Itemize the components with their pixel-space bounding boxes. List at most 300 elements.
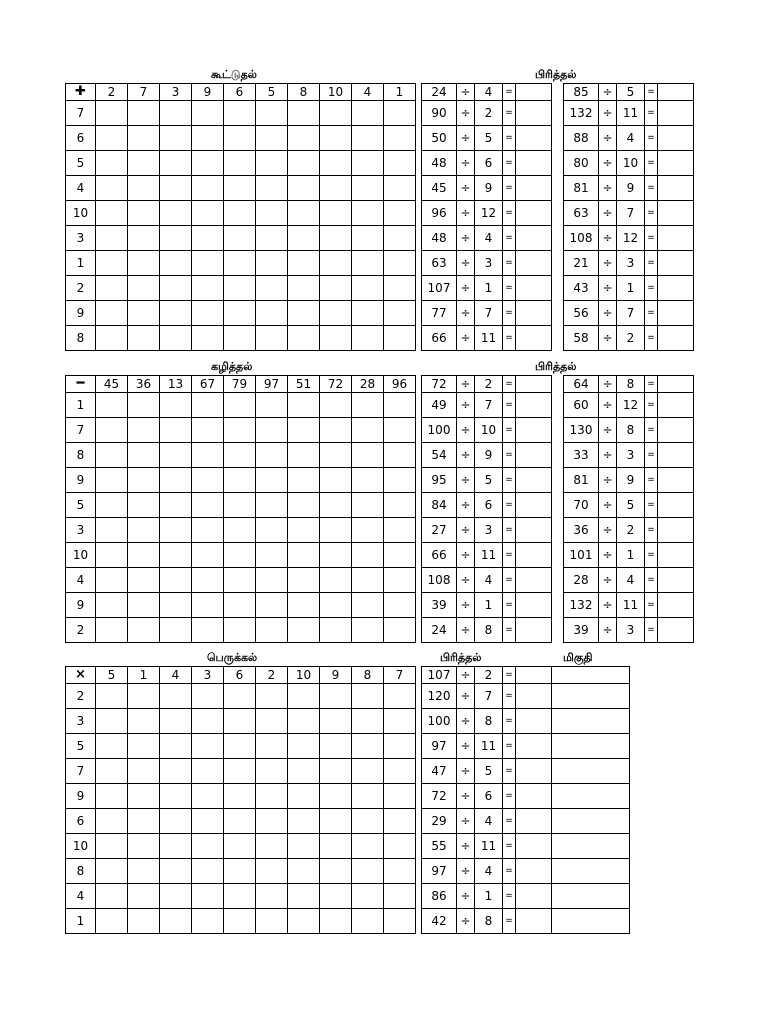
answer-cell[interactable] — [352, 468, 384, 493]
answer-cell[interactable] — [160, 543, 192, 568]
answer-cell[interactable] — [160, 734, 192, 759]
answer-cell[interactable] — [192, 326, 224, 351]
answer-cell[interactable] — [128, 101, 160, 126]
answer-cell[interactable] — [128, 759, 160, 784]
answer-cell[interactable] — [320, 518, 352, 543]
quotient-cell[interactable] — [516, 376, 552, 393]
quotient-cell[interactable] — [516, 393, 552, 418]
remainder-cell[interactable] — [552, 909, 630, 934]
answer-cell[interactable] — [352, 301, 384, 326]
answer-cell[interactable] — [96, 226, 128, 251]
quotient-cell[interactable] — [658, 568, 694, 593]
answer-cell[interactable] — [128, 568, 160, 593]
answer-cell[interactable] — [352, 784, 384, 809]
answer-cell[interactable] — [192, 251, 224, 276]
remainder-cell[interactable] — [552, 667, 630, 684]
answer-cell[interactable] — [288, 618, 320, 643]
answer-cell[interactable] — [96, 809, 128, 834]
answer-cell[interactable] — [192, 834, 224, 859]
remainder-cell[interactable] — [552, 859, 630, 884]
answer-cell[interactable] — [256, 418, 288, 443]
answer-cell[interactable] — [384, 251, 416, 276]
answer-cell[interactable] — [384, 126, 416, 151]
answer-cell[interactable] — [384, 176, 416, 201]
answer-cell[interactable] — [96, 618, 128, 643]
answer-cell[interactable] — [224, 151, 256, 176]
answer-cell[interactable] — [224, 859, 256, 884]
answer-cell[interactable] — [256, 593, 288, 618]
answer-cell[interactable] — [160, 884, 192, 909]
answer-cell[interactable] — [192, 518, 224, 543]
answer-cell[interactable] — [192, 276, 224, 301]
answer-cell[interactable] — [320, 126, 352, 151]
answer-cell[interactable] — [320, 393, 352, 418]
answer-cell[interactable] — [256, 618, 288, 643]
answer-cell[interactable] — [288, 201, 320, 226]
answer-cell[interactable] — [288, 759, 320, 784]
answer-cell[interactable] — [224, 176, 256, 201]
answer-cell[interactable] — [384, 101, 416, 126]
answer-cell[interactable] — [384, 684, 416, 709]
answer-cell[interactable] — [320, 884, 352, 909]
quotient-cell[interactable] — [516, 909, 552, 934]
answer-cell[interactable] — [352, 684, 384, 709]
answer-cell[interactable] — [160, 618, 192, 643]
answer-cell[interactable] — [160, 251, 192, 276]
answer-cell[interactable] — [288, 784, 320, 809]
answer-cell[interactable] — [96, 393, 128, 418]
quotient-cell[interactable] — [658, 593, 694, 618]
answer-cell[interactable] — [256, 859, 288, 884]
answer-cell[interactable] — [320, 618, 352, 643]
answer-cell[interactable] — [320, 493, 352, 518]
answer-cell[interactable] — [224, 834, 256, 859]
answer-cell[interactable] — [352, 276, 384, 301]
answer-cell[interactable] — [160, 301, 192, 326]
remainder-cell[interactable] — [552, 759, 630, 784]
answer-cell[interactable] — [384, 276, 416, 301]
answer-cell[interactable] — [160, 101, 192, 126]
answer-cell[interactable] — [128, 859, 160, 884]
answer-cell[interactable] — [320, 251, 352, 276]
quotient-cell[interactable] — [516, 684, 552, 709]
answer-cell[interactable] — [288, 393, 320, 418]
quotient-cell[interactable] — [516, 759, 552, 784]
answer-cell[interactable] — [288, 126, 320, 151]
answer-cell[interactable] — [128, 709, 160, 734]
answer-cell[interactable] — [352, 734, 384, 759]
quotient-cell[interactable] — [658, 151, 694, 176]
answer-cell[interactable] — [352, 493, 384, 518]
answer-cell[interactable] — [352, 326, 384, 351]
quotient-cell[interactable] — [516, 493, 552, 518]
answer-cell[interactable] — [256, 468, 288, 493]
answer-cell[interactable] — [320, 468, 352, 493]
answer-cell[interactable] — [288, 226, 320, 251]
answer-cell[interactable] — [288, 543, 320, 568]
answer-cell[interactable] — [160, 518, 192, 543]
quotient-cell[interactable] — [658, 326, 694, 351]
answer-cell[interactable] — [96, 518, 128, 543]
answer-cell[interactable] — [128, 393, 160, 418]
answer-cell[interactable] — [160, 468, 192, 493]
quotient-cell[interactable] — [516, 84, 552, 101]
remainder-cell[interactable] — [552, 684, 630, 709]
answer-cell[interactable] — [224, 276, 256, 301]
answer-cell[interactable] — [320, 176, 352, 201]
answer-cell[interactable] — [256, 251, 288, 276]
answer-cell[interactable] — [96, 418, 128, 443]
answer-cell[interactable] — [256, 226, 288, 251]
answer-cell[interactable] — [384, 618, 416, 643]
answer-cell[interactable] — [224, 543, 256, 568]
answer-cell[interactable] — [256, 784, 288, 809]
answer-cell[interactable] — [320, 201, 352, 226]
answer-cell[interactable] — [160, 493, 192, 518]
answer-cell[interactable] — [192, 734, 224, 759]
answer-cell[interactable] — [96, 593, 128, 618]
answer-cell[interactable] — [96, 201, 128, 226]
answer-cell[interactable] — [192, 809, 224, 834]
answer-cell[interactable] — [288, 418, 320, 443]
answer-cell[interactable] — [224, 493, 256, 518]
answer-cell[interactable] — [192, 493, 224, 518]
answer-cell[interactable] — [256, 276, 288, 301]
quotient-cell[interactable] — [658, 126, 694, 151]
quotient-cell[interactable] — [516, 734, 552, 759]
answer-cell[interactable] — [160, 684, 192, 709]
answer-cell[interactable] — [320, 568, 352, 593]
answer-cell[interactable] — [224, 101, 256, 126]
answer-cell[interactable] — [384, 201, 416, 226]
answer-cell[interactable] — [128, 151, 160, 176]
quotient-cell[interactable] — [516, 468, 552, 493]
answer-cell[interactable] — [192, 126, 224, 151]
answer-cell[interactable] — [320, 684, 352, 709]
remainder-cell[interactable] — [552, 784, 630, 809]
answer-cell[interactable] — [256, 734, 288, 759]
answer-cell[interactable] — [160, 443, 192, 468]
answer-cell[interactable] — [384, 759, 416, 784]
answer-cell[interactable] — [128, 784, 160, 809]
answer-cell[interactable] — [384, 593, 416, 618]
answer-cell[interactable] — [128, 493, 160, 518]
answer-cell[interactable] — [160, 326, 192, 351]
answer-cell[interactable] — [224, 809, 256, 834]
answer-cell[interactable] — [352, 393, 384, 418]
answer-cell[interactable] — [128, 418, 160, 443]
answer-cell[interactable] — [96, 176, 128, 201]
answer-cell[interactable] — [160, 568, 192, 593]
answer-cell[interactable] — [128, 543, 160, 568]
answer-cell[interactable] — [288, 884, 320, 909]
answer-cell[interactable] — [352, 909, 384, 934]
answer-cell[interactable] — [224, 226, 256, 251]
quotient-cell[interactable] — [658, 468, 694, 493]
answer-cell[interactable] — [160, 176, 192, 201]
answer-cell[interactable] — [224, 393, 256, 418]
answer-cell[interactable] — [320, 543, 352, 568]
answer-cell[interactable] — [320, 759, 352, 784]
answer-cell[interactable] — [352, 101, 384, 126]
quotient-cell[interactable] — [658, 418, 694, 443]
answer-cell[interactable] — [160, 393, 192, 418]
quotient-cell[interactable] — [658, 376, 694, 393]
answer-cell[interactable] — [320, 709, 352, 734]
answer-cell[interactable] — [192, 568, 224, 593]
answer-cell[interactable] — [288, 326, 320, 351]
answer-cell[interactable] — [160, 593, 192, 618]
answer-cell[interactable] — [288, 734, 320, 759]
answer-cell[interactable] — [256, 568, 288, 593]
answer-cell[interactable] — [384, 518, 416, 543]
answer-cell[interactable] — [320, 734, 352, 759]
answer-cell[interactable] — [320, 326, 352, 351]
answer-cell[interactable] — [256, 393, 288, 418]
answer-cell[interactable] — [320, 101, 352, 126]
answer-cell[interactable] — [160, 834, 192, 859]
quotient-cell[interactable] — [516, 618, 552, 643]
quotient-cell[interactable] — [658, 84, 694, 101]
answer-cell[interactable] — [352, 759, 384, 784]
answer-cell[interactable] — [96, 443, 128, 468]
answer-cell[interactable] — [96, 909, 128, 934]
answer-cell[interactable] — [224, 326, 256, 351]
answer-cell[interactable] — [128, 593, 160, 618]
answer-cell[interactable] — [224, 784, 256, 809]
quotient-cell[interactable] — [516, 226, 552, 251]
answer-cell[interactable] — [288, 468, 320, 493]
answer-cell[interactable] — [128, 301, 160, 326]
remainder-cell[interactable] — [552, 834, 630, 859]
quotient-cell[interactable] — [516, 809, 552, 834]
answer-cell[interactable] — [128, 201, 160, 226]
answer-cell[interactable] — [352, 809, 384, 834]
quotient-cell[interactable] — [516, 418, 552, 443]
quotient-cell[interactable] — [516, 784, 552, 809]
answer-cell[interactable] — [288, 593, 320, 618]
quotient-cell[interactable] — [516, 593, 552, 618]
answer-cell[interactable] — [96, 326, 128, 351]
answer-cell[interactable] — [128, 276, 160, 301]
answer-cell[interactable] — [352, 201, 384, 226]
answer-cell[interactable] — [288, 834, 320, 859]
answer-cell[interactable] — [128, 126, 160, 151]
answer-cell[interactable] — [160, 418, 192, 443]
answer-cell[interactable] — [224, 884, 256, 909]
remainder-cell[interactable] — [552, 734, 630, 759]
answer-cell[interactable] — [224, 684, 256, 709]
answer-cell[interactable] — [256, 909, 288, 934]
answer-cell[interactable] — [352, 226, 384, 251]
answer-cell[interactable] — [256, 809, 288, 834]
quotient-cell[interactable] — [516, 301, 552, 326]
answer-cell[interactable] — [256, 709, 288, 734]
quotient-cell[interactable] — [516, 151, 552, 176]
answer-cell[interactable] — [96, 859, 128, 884]
quotient-cell[interactable] — [516, 667, 552, 684]
remainder-cell[interactable] — [552, 809, 630, 834]
answer-cell[interactable] — [160, 126, 192, 151]
answer-cell[interactable] — [320, 226, 352, 251]
answer-cell[interactable] — [288, 909, 320, 934]
quotient-cell[interactable] — [658, 276, 694, 301]
quotient-cell[interactable] — [658, 443, 694, 468]
answer-cell[interactable] — [96, 784, 128, 809]
answer-cell[interactable] — [288, 518, 320, 543]
quotient-cell[interactable] — [658, 493, 694, 518]
answer-cell[interactable] — [256, 493, 288, 518]
answer-cell[interactable] — [128, 326, 160, 351]
quotient-cell[interactable] — [658, 101, 694, 126]
answer-cell[interactable] — [96, 468, 128, 493]
answer-cell[interactable] — [256, 759, 288, 784]
answer-cell[interactable] — [96, 884, 128, 909]
quotient-cell[interactable] — [516, 276, 552, 301]
answer-cell[interactable] — [192, 301, 224, 326]
answer-cell[interactable] — [224, 709, 256, 734]
answer-cell[interactable] — [96, 301, 128, 326]
answer-cell[interactable] — [224, 618, 256, 643]
answer-cell[interactable] — [128, 443, 160, 468]
answer-cell[interactable] — [256, 884, 288, 909]
answer-cell[interactable] — [192, 618, 224, 643]
answer-cell[interactable] — [96, 493, 128, 518]
answer-cell[interactable] — [192, 151, 224, 176]
quotient-cell[interactable] — [516, 859, 552, 884]
answer-cell[interactable] — [192, 859, 224, 884]
answer-cell[interactable] — [160, 151, 192, 176]
answer-cell[interactable] — [288, 493, 320, 518]
answer-cell[interactable] — [288, 176, 320, 201]
quotient-cell[interactable] — [516, 709, 552, 734]
answer-cell[interactable] — [224, 126, 256, 151]
quotient-cell[interactable] — [516, 443, 552, 468]
answer-cell[interactable] — [288, 301, 320, 326]
answer-cell[interactable] — [288, 443, 320, 468]
answer-cell[interactable] — [256, 126, 288, 151]
answer-cell[interactable] — [96, 151, 128, 176]
answer-cell[interactable] — [96, 834, 128, 859]
answer-cell[interactable] — [96, 684, 128, 709]
answer-cell[interactable] — [320, 418, 352, 443]
answer-cell[interactable] — [128, 809, 160, 834]
answer-cell[interactable] — [128, 618, 160, 643]
answer-cell[interactable] — [352, 593, 384, 618]
answer-cell[interactable] — [384, 834, 416, 859]
answer-cell[interactable] — [128, 468, 160, 493]
answer-cell[interactable] — [128, 684, 160, 709]
answer-cell[interactable] — [384, 884, 416, 909]
answer-cell[interactable] — [352, 518, 384, 543]
quotient-cell[interactable] — [658, 618, 694, 643]
quotient-cell[interactable] — [516, 201, 552, 226]
quotient-cell[interactable] — [658, 301, 694, 326]
answer-cell[interactable] — [384, 151, 416, 176]
answer-cell[interactable] — [192, 201, 224, 226]
answer-cell[interactable] — [352, 709, 384, 734]
answer-cell[interactable] — [192, 593, 224, 618]
answer-cell[interactable] — [320, 834, 352, 859]
answer-cell[interactable] — [384, 393, 416, 418]
answer-cell[interactable] — [384, 809, 416, 834]
answer-cell[interactable] — [224, 909, 256, 934]
answer-cell[interactable] — [384, 709, 416, 734]
answer-cell[interactable] — [256, 834, 288, 859]
answer-cell[interactable] — [192, 226, 224, 251]
quotient-cell[interactable] — [516, 568, 552, 593]
quotient-cell[interactable] — [516, 326, 552, 351]
quotient-cell[interactable] — [658, 518, 694, 543]
answer-cell[interactable] — [160, 784, 192, 809]
answer-cell[interactable] — [384, 226, 416, 251]
answer-cell[interactable] — [256, 176, 288, 201]
quotient-cell[interactable] — [658, 176, 694, 201]
quotient-cell[interactable] — [658, 201, 694, 226]
answer-cell[interactable] — [384, 543, 416, 568]
answer-cell[interactable] — [384, 909, 416, 934]
answer-cell[interactable] — [352, 884, 384, 909]
answer-cell[interactable] — [128, 909, 160, 934]
answer-cell[interactable] — [128, 518, 160, 543]
answer-cell[interactable] — [96, 759, 128, 784]
answer-cell[interactable] — [224, 518, 256, 543]
answer-cell[interactable] — [224, 251, 256, 276]
answer-cell[interactable] — [384, 468, 416, 493]
quotient-cell[interactable] — [658, 226, 694, 251]
quotient-cell[interactable] — [516, 834, 552, 859]
answer-cell[interactable] — [256, 443, 288, 468]
answer-cell[interactable] — [256, 543, 288, 568]
answer-cell[interactable] — [192, 884, 224, 909]
answer-cell[interactable] — [160, 709, 192, 734]
answer-cell[interactable] — [224, 593, 256, 618]
answer-cell[interactable] — [320, 809, 352, 834]
answer-cell[interactable] — [160, 276, 192, 301]
answer-cell[interactable] — [192, 709, 224, 734]
answer-cell[interactable] — [224, 759, 256, 784]
answer-cell[interactable] — [256, 101, 288, 126]
answer-cell[interactable] — [256, 201, 288, 226]
answer-cell[interactable] — [288, 251, 320, 276]
answer-cell[interactable] — [224, 418, 256, 443]
quotient-cell[interactable] — [516, 126, 552, 151]
answer-cell[interactable] — [96, 101, 128, 126]
answer-cell[interactable] — [352, 443, 384, 468]
answer-cell[interactable] — [320, 593, 352, 618]
answer-cell[interactable] — [96, 276, 128, 301]
answer-cell[interactable] — [192, 393, 224, 418]
answer-cell[interactable] — [224, 734, 256, 759]
answer-cell[interactable] — [224, 568, 256, 593]
answer-cell[interactable] — [288, 568, 320, 593]
answer-cell[interactable] — [288, 859, 320, 884]
answer-cell[interactable] — [128, 226, 160, 251]
answer-cell[interactable] — [384, 734, 416, 759]
answer-cell[interactable] — [192, 784, 224, 809]
answer-cell[interactable] — [288, 684, 320, 709]
answer-cell[interactable] — [256, 326, 288, 351]
answer-cell[interactable] — [384, 418, 416, 443]
answer-cell[interactable] — [96, 709, 128, 734]
answer-cell[interactable] — [384, 443, 416, 468]
answer-cell[interactable] — [128, 251, 160, 276]
answer-cell[interactable] — [352, 418, 384, 443]
quotient-cell[interactable] — [658, 251, 694, 276]
answer-cell[interactable] — [352, 859, 384, 884]
remainder-cell[interactable] — [552, 884, 630, 909]
answer-cell[interactable] — [384, 493, 416, 518]
